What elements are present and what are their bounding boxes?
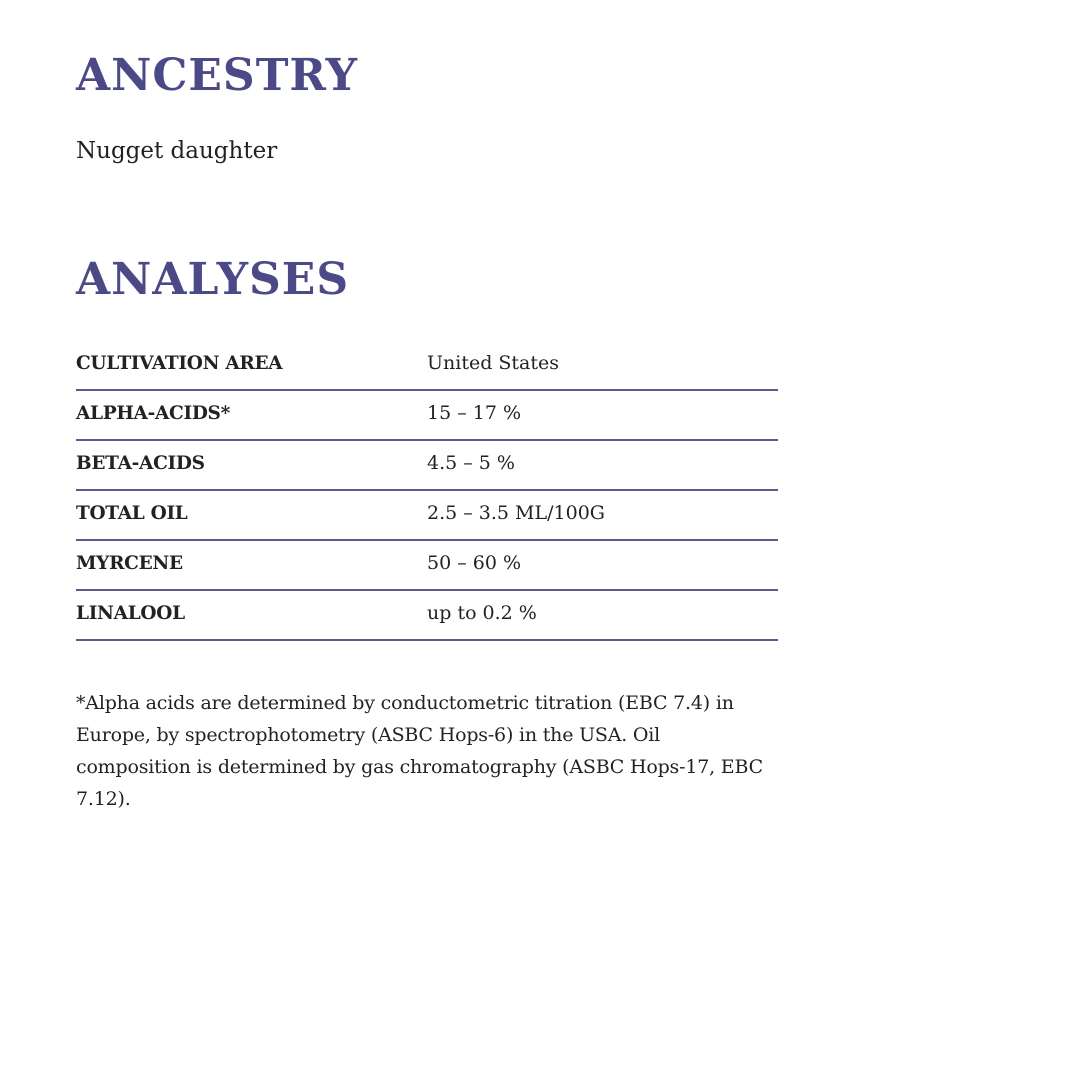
row-value: 4.5 – 5 % [427,452,515,474]
analysis-footnote: *Alpha acids are determined by conductometric titration (EBC 7.4) in Europe, by spectrophotometry (ASBC Hops-6) in the USA. Oil composition is determined by gas chromatography (ASBC Hops-17, EBC 7.12). [76,692,763,810]
row-label: CULTIVATION AREA [76,353,283,374]
table-row [76,541,778,591]
row-label: LINALOOL [76,603,185,624]
analyses-heading: ANALYSES [76,254,350,305]
row-value: 15 – 17 % [427,402,522,424]
table-row [76,591,778,641]
analyses-table [76,341,778,641]
table-row [76,391,778,441]
row-label: MYRCENE [76,553,183,574]
ancestry-heading: ANCESTRY [76,50,359,101]
row-label: BETA-ACIDS [76,453,205,474]
row-value: 2.5 – 3.5 ML/100G [427,502,605,524]
row-label: TOTAL OIL [76,503,188,524]
table-row [76,491,778,541]
ancestry-text: Nugget daughter [76,138,278,164]
row-label: ALPHA-ACIDS* [76,403,230,424]
row-value: up to 0.2 % [427,602,537,624]
table-row [76,341,778,391]
row-value: 50 – 60 % [427,552,522,574]
row-value: United States [427,352,560,374]
table-row [76,441,778,491]
